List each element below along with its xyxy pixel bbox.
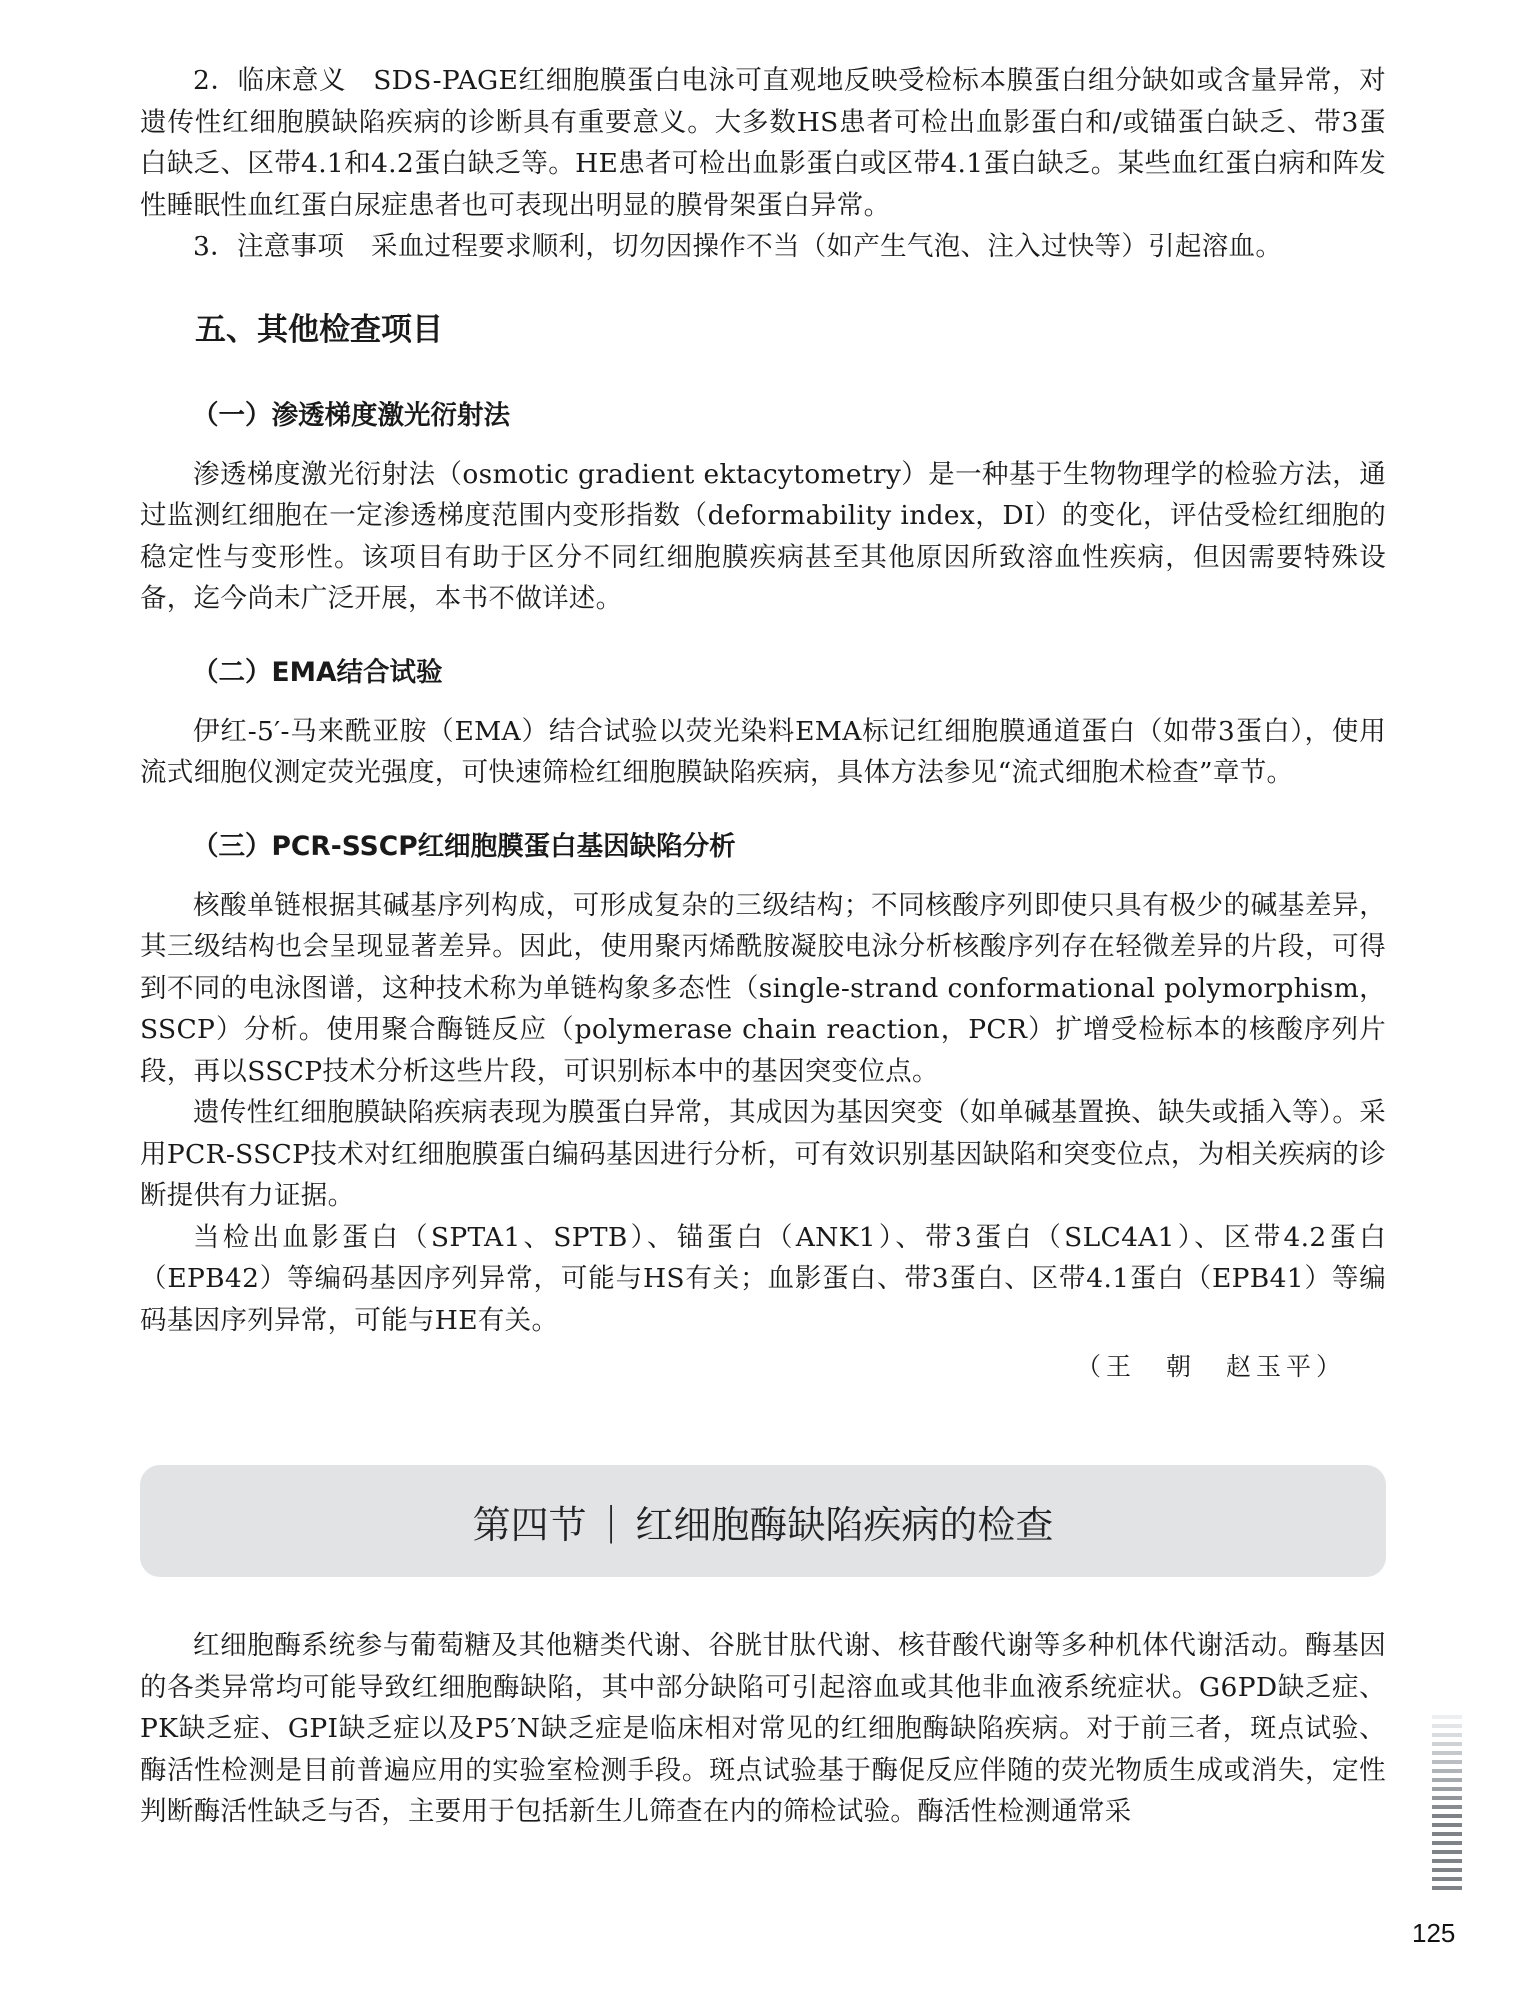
thumb-mark xyxy=(1432,1751,1462,1755)
thumb-mark xyxy=(1432,1733,1462,1737)
paragraph-ema: 伊红-5′-马来酰亚胺（EMA）结合试验以荧光染料EMA标记红细胞膜通道蛋白（如带3蛋白），使用流式细胞仪测定荧光强度，可快速筛检红细胞膜缺陷疾病，具体方法参见“流式细胞术检查”章节。 xyxy=(140,715,1386,788)
section-title-other-tests: 五、其他检查项目 xyxy=(195,311,443,348)
thumb-mark xyxy=(1432,1796,1462,1800)
banner-section-label: 第四节 xyxy=(472,1502,587,1547)
thumb-mark xyxy=(1432,1832,1462,1836)
paragraph-sscp-genes: 当检出血影蛋白（SPTA1、SPTB）、锚蛋白（ANK1）、带3蛋白（SLC4A1）、区带4.2蛋白（EPB42）等编码基因序列异常，可能与HS有关；血影蛋白、带3蛋白、区带4.1蛋白（EPB41）等编码基因序列异常，可能与HE有关。 xyxy=(140,1221,1386,1336)
thumb-mark xyxy=(1432,1868,1462,1872)
paragraph-clinical-significance: 2．临床意义 SDS-PAGE红细胞膜蛋白电泳可直观地反映受检标本膜蛋白组分缺如或含量异常，对遗传性红细胞膜缺陷疾病的诊断具有重要意义。大多数HS患者可检出血影蛋白和/或锚蛋白缺乏、带3蛋白缺乏、区带4.1和4.2蛋白缺乏等。HE患者可检出血影蛋白或区带4.1蛋白缺乏。某些血红蛋白病和阵发性睡眠性血红蛋白尿症患者也可表现出明显的膜骨架蛋白异常。 xyxy=(140,65,1386,221)
page-number: 125 xyxy=(1412,1918,1456,1948)
page-content xyxy=(140,60,1386,1833)
side-thumb-index-marks xyxy=(1432,1715,1462,1895)
thumb-mark xyxy=(1432,1814,1462,1818)
thumb-mark xyxy=(1432,1760,1462,1764)
thumb-mark xyxy=(1432,1805,1462,1809)
thumb-mark xyxy=(1432,1715,1462,1719)
paragraph-ektacytometry: 渗透梯度激光衍射法（osmotic gradient ektacytometry）是一种基于生物物理学的检验方法，通过监测红细胞在一定渗透梯度范围内变形指数（deformability index，DI）的变化，评估受检红细胞的稳定性与变形性。该项目有助于区分不同红细胞膜疾病甚至其他原因所致溶血性疾病，但因需要特殊设备，迄今尚未广泛开展，本书不做详述。 xyxy=(140,458,1386,614)
subsection-title-pcr-sscp: （三）PCR-SSCP红细胞膜蛋白基因缺陷分析 xyxy=(192,830,736,862)
thumb-mark xyxy=(1432,1850,1462,1854)
thumb-mark xyxy=(1432,1877,1462,1881)
banner-separator: | xyxy=(604,1499,618,1543)
authors: （王 朝 赵玉平） xyxy=(1075,1352,1346,1381)
thumb-mark xyxy=(1432,1841,1462,1845)
paragraph-precautions: 3．注意事项 采血过程要求顺利，切勿因操作不当（如产生气泡、注入过快等）引起溶血。 xyxy=(193,231,1283,262)
banner-title: 红细胞酶缺陷疾病的检查 xyxy=(635,1502,1054,1547)
thumb-mark xyxy=(1432,1769,1462,1773)
paragraph-enzyme-intro: 红细胞酶系统参与葡萄糖及其他糖类代谢、谷胱甘肽代谢、核苷酸代谢等多种机体代谢活动。酶基因的各类异常均可能导致红细胞酶缺陷，其中部分缺陷可引起溶血或其他非血液系统症状。G6PD缺乏症、PK缺乏症、GPI缺乏症以及P5′N缺乏症是临床相对常见的红细胞酶缺陷疾病。对于前三者，斑点试验、酶活性检测是目前普遍应用的实验室检测手段。斑点试验基于酶促反应伴随的荧光物质生成或消失，定性判断酶活性缺乏与否，主要用于包括新生儿筛查在内的筛检试验。酶活性检测通常采 xyxy=(140,1630,1386,1827)
paragraph-sscp-application: 遗传性红细胞膜缺陷疾病表现为膜蛋白异常，其成因为基因突变（如单碱基置换、缺失或插入等）。采用PCR-SSCP技术对红细胞膜蛋白编码基因进行分析，可有效识别基因缺陷和突变位点，为相关疾病的诊断提供有力证据。 xyxy=(140,1097,1386,1211)
thumb-mark xyxy=(1432,1823,1462,1827)
thumb-mark xyxy=(1432,1859,1462,1863)
subsection-title-ema: （二）EMA结合试验 xyxy=(192,656,443,688)
subsection-title-ektacytometry: （一）渗透梯度激光衍射法 xyxy=(192,399,510,431)
thumb-mark xyxy=(1432,1724,1462,1728)
thumb-mark xyxy=(1432,1886,1462,1890)
chapter-banner xyxy=(140,1465,1386,1577)
thumb-mark xyxy=(1432,1787,1462,1791)
thumb-mark xyxy=(1432,1742,1462,1746)
paragraph-sscp-principle: 核酸单链根据其碱基序列构成，可形成复杂的三级结构；不同核酸序列即使只具有极少的碱基差异，其三级结构也会呈现显著差异。因此，使用聚丙烯酰胺凝胶电泳分析核酸序列存在轻微差异的片段，可得到不同的电泳图谱，这种技术称为单链构象多态性（single-strand conformational polymorphism，SSCP）分析。使用聚合酶链反应（polymerase chain reaction，PCR）扩增受检标本的核酸序列片段，再以SSCP技术分析这些片段，可识别标本中的基因突变位点。 xyxy=(140,889,1386,1087)
thumb-mark xyxy=(1432,1778,1462,1782)
